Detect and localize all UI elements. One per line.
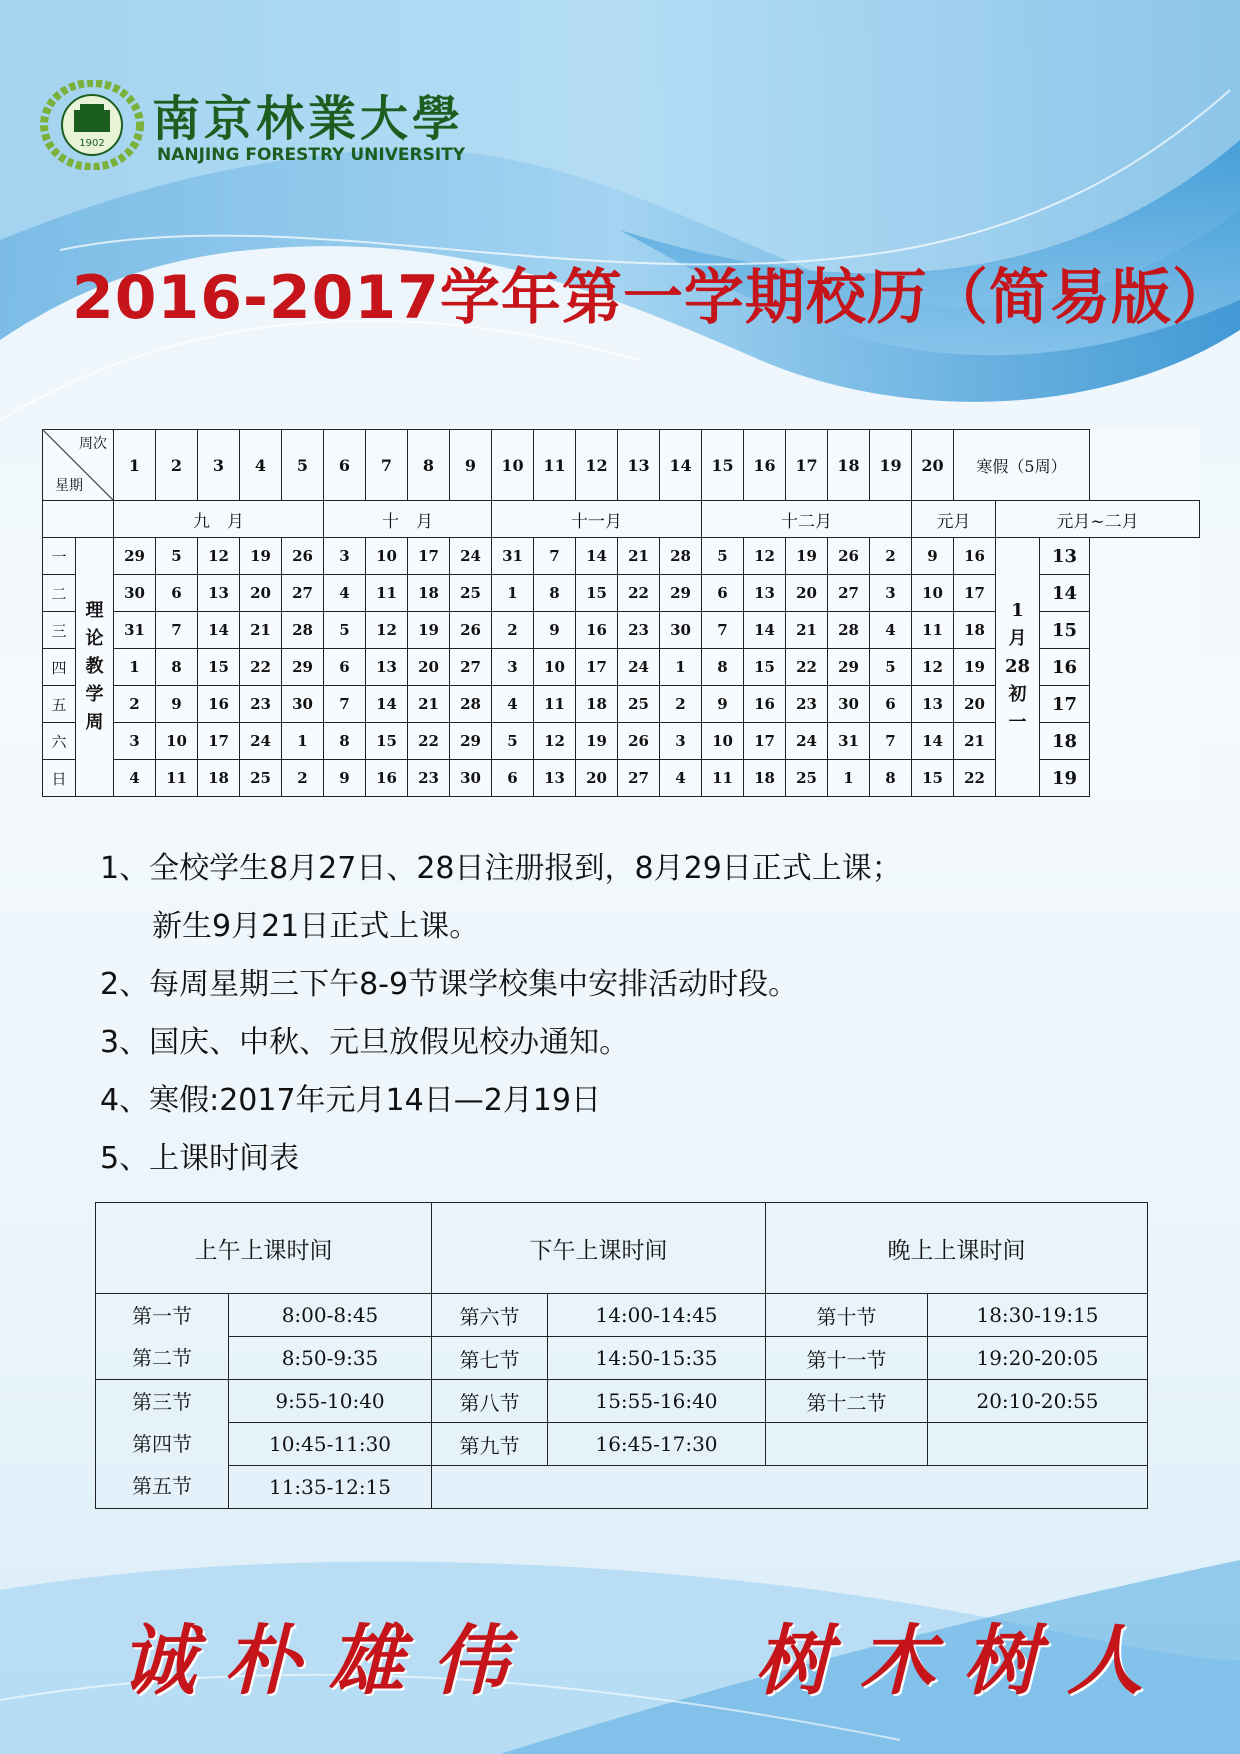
day-cell: 11 <box>366 575 408 612</box>
day-cell: 9 <box>702 686 744 723</box>
day-cell: 17 <box>198 723 240 760</box>
day-cell: 15 <box>366 723 408 760</box>
weekday-label: 三 <box>43 612 76 649</box>
week-number: 18 <box>828 430 870 501</box>
school-name-cn: 南京林業大學 <box>152 91 465 147</box>
week-number: 10 <box>492 430 534 501</box>
note-1: 1、全校学生8月27日、28日注册报到，8月29日正式上课； <box>100 851 902 886</box>
week-number: 11 <box>534 430 576 501</box>
week-number: 4 <box>240 430 282 501</box>
day-cell: 3 <box>870 575 912 612</box>
day-cell: 2 <box>492 612 534 649</box>
empty-cell <box>432 1466 1148 1509</box>
day-cell: 8 <box>156 649 198 686</box>
day-cell: 22 <box>618 575 660 612</box>
notes <box>100 840 902 1188</box>
day-cell: 22 <box>240 649 282 686</box>
day-cell: 7 <box>324 686 366 723</box>
day-cell: 19 <box>240 538 282 575</box>
day-cell: 8 <box>870 760 912 797</box>
day-row <box>43 538 1200 575</box>
day-cell: 17 <box>576 649 618 686</box>
break-week-number: 18 <box>1040 723 1090 760</box>
month-label: 元月~二月 <box>996 501 1200 538</box>
day-cell: 10 <box>156 723 198 760</box>
day-cell: 19 <box>954 649 996 686</box>
day-cell: 4 <box>114 760 156 797</box>
month-label: 九 月 <box>114 501 324 538</box>
day-cell: 25 <box>450 575 492 612</box>
day-cell: 14 <box>198 612 240 649</box>
note-2: 2、每周星期三下午8-9节课学校集中安排活动时段。 <box>100 967 799 1002</box>
corner-day-label: 星期 <box>55 478 83 494</box>
afternoon-header: 下午上课时间 <box>432 1203 766 1294</box>
day-cell: 2 <box>114 686 156 723</box>
weekday-label: 一 <box>43 538 76 575</box>
week-number: 15 <box>702 430 744 501</box>
day-cell: 6 <box>492 760 534 797</box>
day-cell: 7 <box>534 538 576 575</box>
day-cell: 29 <box>282 649 324 686</box>
week-header-row <box>43 430 1200 501</box>
week-number: 9 <box>450 430 492 501</box>
day-cell: 15 <box>744 649 786 686</box>
svg-text:1902: 1902 <box>79 138 105 149</box>
day-cell: 24 <box>450 538 492 575</box>
day-cell: 25 <box>240 760 282 797</box>
day-cell: 31 <box>828 723 870 760</box>
day-cell: 17 <box>408 538 450 575</box>
day-cell: 26 <box>450 612 492 649</box>
month-label: 元月 <box>912 501 996 538</box>
period-label: 第二节 <box>132 1345 192 1370</box>
day-cell: 11 <box>912 612 954 649</box>
period-time: 16:45-17:30 <box>548 1423 766 1466</box>
day-cell: 7 <box>870 723 912 760</box>
month-label: 十二月 <box>702 501 912 538</box>
period-time: 10:45-11:30 <box>229 1423 432 1466</box>
day-cell: 21 <box>618 538 660 575</box>
empty-cell <box>928 1423 1148 1466</box>
day-cell: 4 <box>660 760 702 797</box>
period-time: 19:20-20:05 <box>928 1337 1148 1380</box>
day-cell: 6 <box>156 575 198 612</box>
day-cell: 19 <box>408 612 450 649</box>
day-cell: 6 <box>870 686 912 723</box>
break-week-number: 17 <box>1040 686 1090 723</box>
day-cell: 26 <box>618 723 660 760</box>
period-label: 第九节 <box>432 1423 548 1466</box>
day-cell: 8 <box>324 723 366 760</box>
day-cell: 13 <box>912 686 954 723</box>
day-cell: 5 <box>324 612 366 649</box>
day-cell: 12 <box>198 538 240 575</box>
week-number: 19 <box>870 430 912 501</box>
week-number: 20 <box>912 430 954 501</box>
day-cell: 23 <box>240 686 282 723</box>
teaching-period-char: 学 <box>85 684 104 705</box>
period-time: 8:50-9:35 <box>229 1337 432 1380</box>
period-label: 第四节 <box>132 1432 192 1456</box>
day-cell: 5 <box>702 538 744 575</box>
day-cell: 7 <box>156 612 198 649</box>
day-cell: 6 <box>702 575 744 612</box>
day-cell: 16 <box>366 760 408 797</box>
day-cell: 28 <box>828 612 870 649</box>
month-row-blank <box>43 501 114 538</box>
day-cell: 28 <box>660 538 702 575</box>
day-cell: 18 <box>198 760 240 797</box>
day-cell: 11 <box>156 760 198 797</box>
day-cell: 25 <box>618 686 660 723</box>
break-week-number: 16 <box>1040 649 1090 686</box>
new-year-note-char: 1 <box>1011 600 1024 621</box>
day-cell: 21 <box>954 723 996 760</box>
month-row <box>43 501 1200 538</box>
day-cell: 14 <box>744 612 786 649</box>
week-number: 12 <box>576 430 618 501</box>
day-cell: 10 <box>366 538 408 575</box>
teaching-period-label <box>76 538 114 797</box>
period-time: 14:00-14:45 <box>548 1294 766 1337</box>
day-cell: 16 <box>954 538 996 575</box>
day-cell: 16 <box>198 686 240 723</box>
day-cell: 2 <box>870 538 912 575</box>
day-cell: 24 <box>240 723 282 760</box>
day-cell: 26 <box>282 538 324 575</box>
day-cell: 21 <box>408 686 450 723</box>
new-year-note-char: 一 <box>1008 712 1027 733</box>
week-number: 3 <box>198 430 240 501</box>
week-number: 6 <box>324 430 366 501</box>
week-number: 8 <box>408 430 450 501</box>
day-cell: 3 <box>660 723 702 760</box>
day-cell: 10 <box>912 575 954 612</box>
day-cell: 29 <box>450 723 492 760</box>
week-number: 7 <box>366 430 408 501</box>
period-label-group <box>96 1294 229 1380</box>
day-cell: 20 <box>408 649 450 686</box>
day-cell: 13 <box>198 575 240 612</box>
day-cell: 1 <box>282 723 324 760</box>
page-title: 2016-2017学年第一学期校历（简易版） <box>72 263 1233 333</box>
day-cell: 28 <box>282 612 324 649</box>
evening-header: 晚上上课时间 <box>766 1203 1148 1294</box>
period-label: 第三节 <box>132 1390 192 1414</box>
day-cell: 23 <box>618 612 660 649</box>
day-cell: 27 <box>282 575 324 612</box>
day-cell: 1 <box>660 649 702 686</box>
break-week-number: 13 <box>1040 538 1090 575</box>
week-number: 16 <box>744 430 786 501</box>
day-cell: 30 <box>114 575 156 612</box>
period-label: 第六节 <box>432 1294 548 1337</box>
day-cell: 30 <box>282 686 324 723</box>
new-year-note-char: 初 <box>1008 684 1027 705</box>
day-cell: 15 <box>912 760 954 797</box>
day-cell: 11 <box>534 686 576 723</box>
day-cell: 1 <box>114 649 156 686</box>
winter-break-header: 寒假（5周） <box>954 430 1090 501</box>
day-cell: 12 <box>534 723 576 760</box>
corner-cell <box>43 430 114 501</box>
day-cell: 1 <box>492 575 534 612</box>
motto-left: 诚朴雄伟 <box>120 1616 536 1705</box>
break-week-number: 15 <box>1040 612 1090 649</box>
period-time: 15:55-16:40 <box>548 1380 766 1423</box>
week-number: 17 <box>786 430 828 501</box>
day-cell: 25 <box>786 760 828 797</box>
day-cell: 2 <box>282 760 324 797</box>
day-cell: 27 <box>618 760 660 797</box>
new-year-note-char: 月 <box>1008 628 1027 649</box>
day-cell: 10 <box>534 649 576 686</box>
day-cell: 16 <box>576 612 618 649</box>
day-cell: 7 <box>702 612 744 649</box>
day-cell: 19 <box>786 538 828 575</box>
day-cell: 30 <box>450 760 492 797</box>
day-cell: 15 <box>198 649 240 686</box>
note-1-continued: 新生9月21日正式上课。 <box>152 909 480 944</box>
period-label: 第七节 <box>432 1337 548 1380</box>
period-label: 第一节 <box>132 1303 192 1328</box>
day-cell: 20 <box>240 575 282 612</box>
day-cell: 6 <box>324 649 366 686</box>
note-4: 4、寒假:2017年元月14日—2月19日 <box>100 1083 601 1118</box>
new-year-note-char: 28 <box>1004 656 1031 677</box>
day-cell: 9 <box>912 538 954 575</box>
day-cell: 24 <box>786 723 828 760</box>
month-label: 十一月 <box>492 501 702 538</box>
day-cell: 1 <box>828 760 870 797</box>
day-cell: 18 <box>576 686 618 723</box>
day-cell: 17 <box>954 575 996 612</box>
class-time-table <box>95 1202 1148 1509</box>
period-label-group <box>96 1380 229 1509</box>
day-cell: 8 <box>534 575 576 612</box>
day-cell: 26 <box>828 538 870 575</box>
teaching-period-char: 理 <box>85 600 104 621</box>
day-cell: 21 <box>240 612 282 649</box>
day-cell: 5 <box>870 649 912 686</box>
day-cell: 24 <box>618 649 660 686</box>
day-cell: 22 <box>786 649 828 686</box>
motto-right: 树木树人 <box>755 1616 1171 1705</box>
week-number: 14 <box>660 430 702 501</box>
week-number: 1 <box>114 430 156 501</box>
day-cell: 30 <box>660 612 702 649</box>
day-cell: 29 <box>828 649 870 686</box>
day-cell: 21 <box>786 612 828 649</box>
day-cell: 4 <box>492 686 534 723</box>
day-cell: 19 <box>576 723 618 760</box>
day-cell: 9 <box>156 686 198 723</box>
day-cell: 9 <box>534 612 576 649</box>
note-3: 3、国庆、中秋、元旦放假见校办通知。 <box>100 1025 630 1060</box>
period-time: 14:50-15:35 <box>548 1337 766 1380</box>
day-cell: 12 <box>744 538 786 575</box>
period-label: 第十节 <box>766 1294 928 1337</box>
weekday-label: 六 <box>43 723 76 760</box>
week-number: 5 <box>282 430 324 501</box>
weekday-label: 四 <box>43 649 76 686</box>
weekday-label: 五 <box>43 686 76 723</box>
weekday-label: 二 <box>43 575 76 612</box>
day-cell: 5 <box>156 538 198 575</box>
day-cell: 13 <box>366 649 408 686</box>
month-label: 十 月 <box>324 501 492 538</box>
day-cell: 30 <box>828 686 870 723</box>
corner-week-label: 周次 <box>79 436 107 452</box>
day-cell: 3 <box>492 649 534 686</box>
new-year-note <box>996 538 1040 797</box>
school-name-en: NANJING FORESTRY UNIVERSITY <box>157 145 466 165</box>
day-cell: 4 <box>870 612 912 649</box>
day-cell: 14 <box>912 723 954 760</box>
school-calendar-table <box>42 429 1200 797</box>
day-cell: 28 <box>450 686 492 723</box>
day-cell: 29 <box>660 575 702 612</box>
day-cell: 12 <box>912 649 954 686</box>
day-cell: 23 <box>786 686 828 723</box>
period-time: 9:55-10:40 <box>229 1380 432 1423</box>
teaching-period-char: 教 <box>85 656 104 677</box>
teaching-period-char: 周 <box>85 712 104 733</box>
morning-header: 上午上课时间 <box>96 1203 432 1294</box>
day-cell: 31 <box>492 538 534 575</box>
day-cell: 27 <box>450 649 492 686</box>
day-cell: 20 <box>576 760 618 797</box>
day-cell: 14 <box>576 538 618 575</box>
day-cell: 31 <box>114 612 156 649</box>
period-label: 第八节 <box>432 1380 548 1423</box>
day-cell: 10 <box>702 723 744 760</box>
day-cell: 22 <box>954 760 996 797</box>
week-number: 13 <box>618 430 660 501</box>
break-week-number: 19 <box>1040 760 1090 797</box>
day-cell: 18 <box>408 575 450 612</box>
period-time: 11:35-12:15 <box>229 1466 432 1509</box>
break-week-number: 14 <box>1040 575 1090 612</box>
day-cell: 14 <box>366 686 408 723</box>
day-cell: 2 <box>660 686 702 723</box>
day-cell: 17 <box>744 723 786 760</box>
day-cell: 22 <box>408 723 450 760</box>
day-cell: 23 <box>408 760 450 797</box>
university-emblem <box>40 80 145 170</box>
day-cell: 29 <box>114 538 156 575</box>
day-cell: 11 <box>702 760 744 797</box>
period-label: 第十二节 <box>766 1380 928 1423</box>
period-label: 第十一节 <box>766 1337 928 1380</box>
week-number: 2 <box>156 430 198 501</box>
day-cell: 13 <box>534 760 576 797</box>
day-cell: 12 <box>366 612 408 649</box>
day-cell: 15 <box>576 575 618 612</box>
day-cell: 27 <box>828 575 870 612</box>
empty-cell <box>766 1423 928 1466</box>
day-cell: 16 <box>744 686 786 723</box>
period-time: 20:10-20:55 <box>928 1380 1148 1423</box>
day-cell: 20 <box>786 575 828 612</box>
day-cell: 18 <box>744 760 786 797</box>
day-cell: 13 <box>744 575 786 612</box>
day-cell: 8 <box>702 649 744 686</box>
period-label: 第五节 <box>132 1474 192 1498</box>
period-time: 18:30-19:15 <box>928 1294 1148 1337</box>
day-cell: 20 <box>954 686 996 723</box>
day-cell: 3 <box>324 538 366 575</box>
day-cell: 5 <box>492 723 534 760</box>
period-time: 8:00-8:45 <box>229 1294 432 1337</box>
note-5: 5、上课时间表 <box>100 1141 300 1176</box>
teaching-period-char: 论 <box>85 628 104 649</box>
day-cell: 3 <box>114 723 156 760</box>
day-cell: 9 <box>324 760 366 797</box>
day-cell: 18 <box>954 612 996 649</box>
day-cell: 4 <box>324 575 366 612</box>
weekday-label: 日 <box>43 760 76 797</box>
